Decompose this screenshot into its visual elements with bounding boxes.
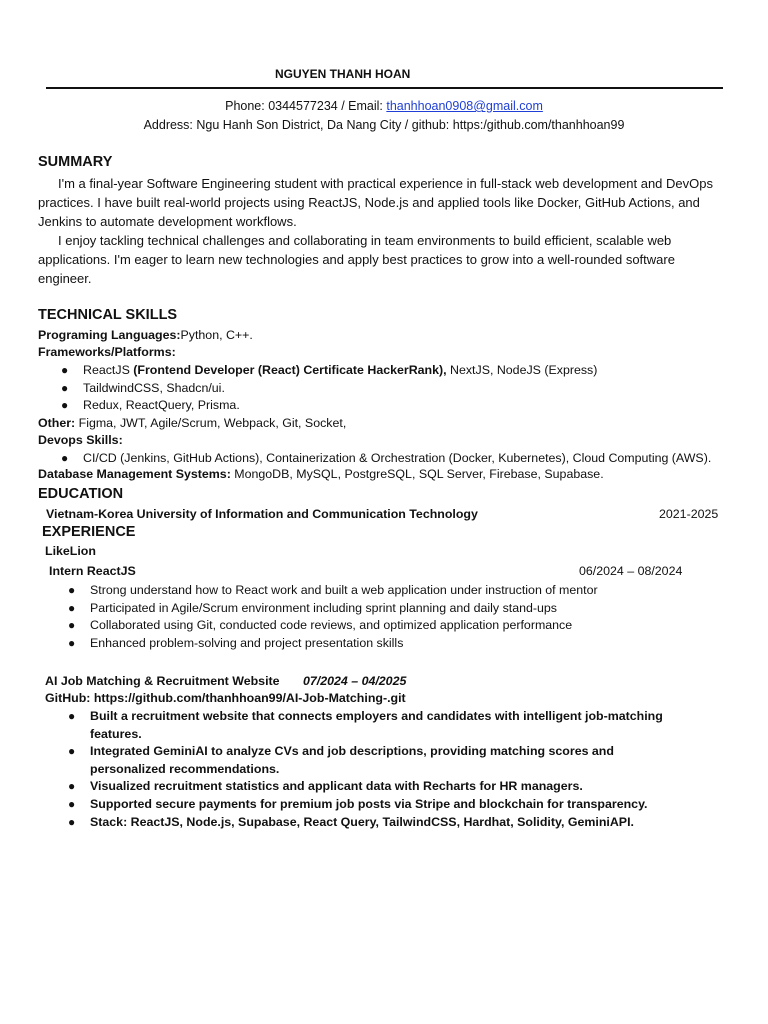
phone-email-label: Phone: 0344577234 / Email: xyxy=(225,99,387,113)
list-item: ● Built a recruitment website that connects employers and candidates with intelligent job-matching features. xyxy=(68,709,663,741)
job-dates: 06/2024 – 08/2024 xyxy=(579,564,683,578)
programming-value: Python, C++. xyxy=(180,328,253,342)
devops-label: Devops Skills: xyxy=(38,433,123,447)
header-divider xyxy=(46,87,723,89)
company-name: LikeLion xyxy=(45,544,96,558)
contact-line xyxy=(0,99,768,113)
experience-heading: EXPERIENCE xyxy=(42,524,136,540)
skills-heading: TECHNICAL SKILLS xyxy=(38,307,178,323)
list-item: ● Strong understand how to React work and built a web application under instruction of mentor xyxy=(68,583,598,597)
list-item: ● Redux, ReactQuery, Prisma. xyxy=(61,398,240,413)
programming-languages xyxy=(38,328,253,342)
database-label: Database Management Systems: xyxy=(38,467,231,481)
candidate-name: NGUYEN THANH HOAN xyxy=(275,67,411,81)
project-list xyxy=(68,708,690,831)
devops-list xyxy=(61,450,712,468)
list-item: ● CI/CD (Jenkins, GitHub Actions), Containerization & Orchestration (Docker, Kubernetes), Cloud Computing (AWS). xyxy=(61,451,712,465)
frameworks-list xyxy=(61,362,598,415)
other-label: Other: xyxy=(38,416,76,430)
database-skills xyxy=(38,467,604,481)
summary-paragraph-1 xyxy=(38,175,728,231)
other-skills xyxy=(38,416,346,430)
address-line: Address: Ngu Hanh Son District, Da Nang City / github: https:/github.com/thanhhoan99 xyxy=(143,118,625,132)
list-item: ● ReactJS (Frontend Developer (React) Certificate HackerRank), NextJS, NodeJS (Express) xyxy=(61,363,598,377)
database-value: MongoDB, MySQL, PostgreSQL, SQL Server, Firebase, Supabase. xyxy=(230,467,604,481)
project-header xyxy=(45,674,406,688)
list-item: ● Participated in Agile/Scrum environment including sprint planning and daily stand-ups xyxy=(68,600,557,615)
school-name: Vietnam-Korea University of Information and Communication Technology xyxy=(46,507,478,521)
list-item: ● Enhanced problem-solving and project presentation skills xyxy=(68,635,404,650)
programming-label: Programing Languages: xyxy=(38,328,181,342)
list-item: ● Integrated GeminiAI to analyze CVs and job descriptions, providing matching scores and personalized recommendations. xyxy=(68,744,614,776)
list-item: ● Stack: ReactJS, Node.js, Supabase, React Query, TailwindCSS, Hardhat, Solidity, GeminiAPI. xyxy=(68,814,634,829)
project-dates: 07/2024 – 04/2025 xyxy=(303,674,407,688)
other-value: Figma, JWT, Agile/Scrum, Webpack, Git, Socket, xyxy=(75,416,347,430)
list-item: ● Collaborated using Git, conducted code reviews, and optimized application performance xyxy=(68,618,573,633)
education-years: 2021-2025 xyxy=(659,507,719,521)
project-title: AI Job Matching & Recruitment Website xyxy=(45,674,280,688)
frameworks-label: Frameworks/Platforms: xyxy=(38,345,176,359)
experience-list xyxy=(68,582,598,652)
summary-heading: SUMMARY xyxy=(38,154,113,170)
list-item: ● TaildwindCSS, Shadcn/ui. xyxy=(61,380,225,395)
summary-paragraph-2 xyxy=(38,232,728,288)
list-item: ● Supported secure payments for premium job posts via Stripe and blockchain for transparency. xyxy=(68,796,648,811)
project-github: GitHub: https://github.com/thanhhoan99/AI-Job-Matching-.git xyxy=(45,691,406,705)
job-role: Intern ReactJS xyxy=(49,564,136,578)
summary-text-2: I enjoy tackling technical challenges and collaborating in team environments to build efficient, scalable web applications. I'm eager to learn new technologies and apply best practices to grow into a well-rounded software engineer. xyxy=(38,233,675,286)
email-link[interactable]: thanhhoan0908@gmail.com xyxy=(386,99,543,113)
list-item: ● Visualized recruitment statistics and applicant data with Recharts for HR managers. xyxy=(68,779,583,794)
summary-text-1: I'm a final-year Software Engineering student with practical experience in full-stack web development and DevOps practices. I have built real-world projects using ReactJS, Node.js and applied tools like Docker, GitHub Actions, and Jenkins to automate development workflows. xyxy=(38,176,713,229)
education-heading: EDUCATION xyxy=(38,486,124,502)
